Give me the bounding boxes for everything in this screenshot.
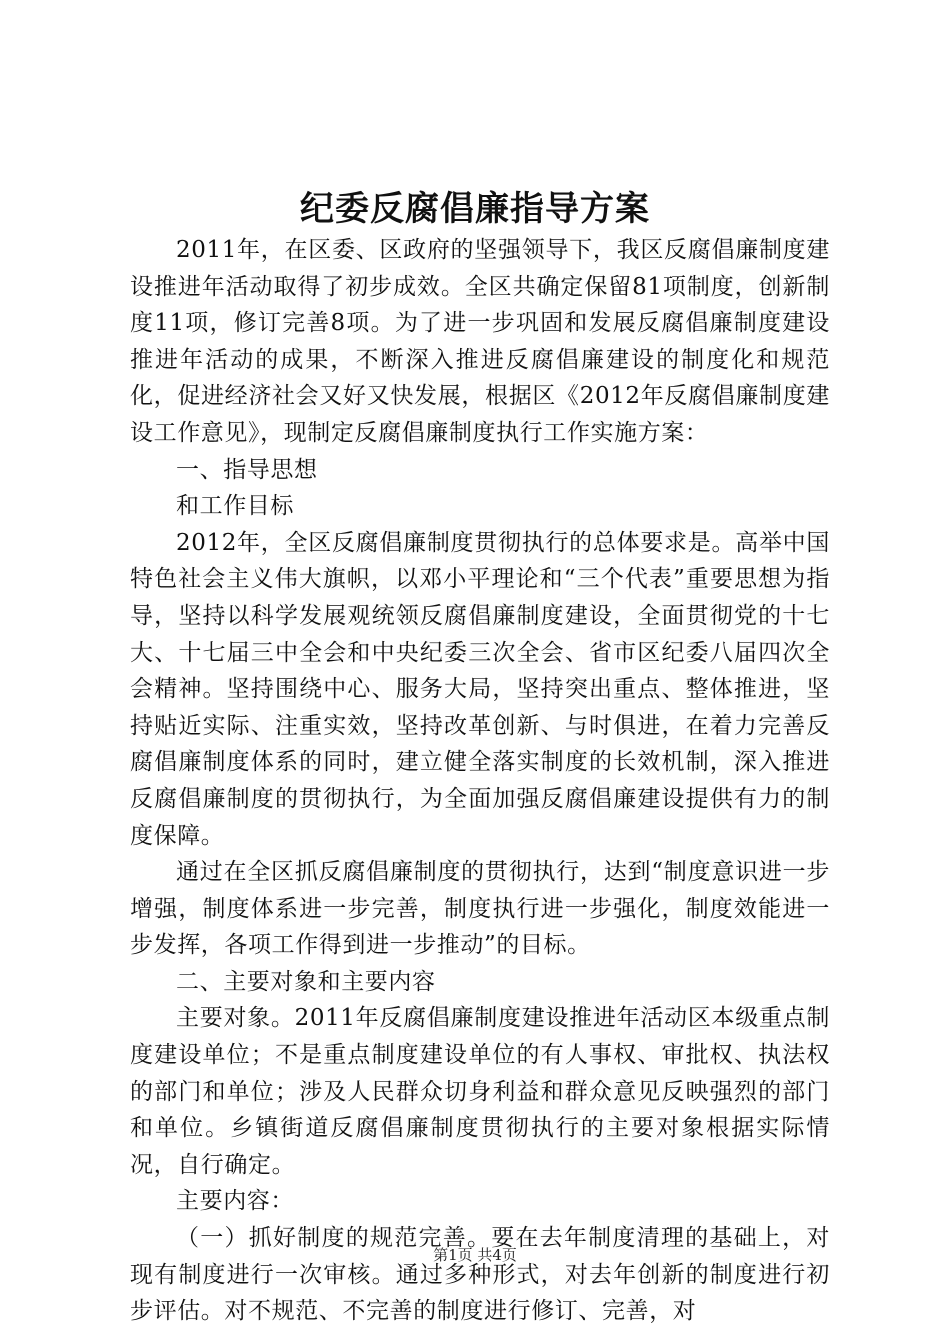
section-heading-guiding-ideology: 一、指导思想 [176,456,318,483]
section-heading-objects-content: 二、主要对象和主要内容 [176,968,436,995]
paragraph-overall-requirements: 2012年，全区反腐倡廉制度贯彻执行的总体要求是。高举中国特色社会主义伟大旗帜，以邓小平理论和“三个代表”重要思想为指导，坚持以科学发展观统领反腐倡廉制度建设，全面贯彻党的十七大、十七届三中全会和中央纪委三次全会、省市区纪委八届四次全会精神。坚持围绕中心、服务大局，坚持突出重点、整体推进，坚持贴近实际、注重实效，坚持改革创新、与时俱进，在着力完善反腐倡廉制度体系的同时，建立健全落实制度的长效机制，深入推进反腐倡廉制度的贯彻执行，为全面加强反腐倡廉建设提供有力的制度保障。 [130,529,830,849]
page-number-footer: 第1页 共4页 [433,1246,517,1264]
document-body [130,232,830,1330]
paragraph-main-objects: 主要对象。2011年反腐倡廉制度建设推进年活动区本级重点制度建设单位；不是重点制度建设单位的有人事权、审批权、执法权的部门和单位；涉及人民群众切身利益和群众意见反映强烈的部门和单位。乡镇街道反腐倡廉制度贯彻执行的主要对象根据实际情况，自行确定。 [130,1005,830,1178]
section-heading-work-goals: 和工作目标 [176,493,294,520]
paragraph-intro: 2011年，在区委、区政府的坚强领导下，我区反腐倡廉制度建设推进年活动取得了初步成效。全区共确定保留81项制度，创新制度11项，修订完善8项。为了进一步巩固和发展反腐倡廉制度建设推进年活动的成果，不断深入推进反腐倡廉建设的制度化和规范化，促进经济社会又好又快发展，根据区《2012年反腐倡廉制度建设工作意见》，现制定反腐倡廉制度执行工作实施方案： [130,237,830,446]
document-title: 纪委反腐倡廉指导方案 [300,189,650,229]
paragraph-item-one: （一）抓好制度的规范完善。要在去年制度清理的基础上，对现有制度进行一次审核。通过多种形式，对去年创新的制度进行初步评估。对不规范、不完善的制度进行修订、完善，对 [130,1225,830,1325]
paragraph-main-content-label: 主要内容： [176,1188,294,1215]
paragraph-goals: 通过在全区抓反腐倡廉制度的贯彻执行，达到“制度意识进一步增强，制度体系进一步完善，制度执行进一步强化，制度效能进一步发挥，各项工作得到进一步推动”的目标。 [130,859,830,959]
